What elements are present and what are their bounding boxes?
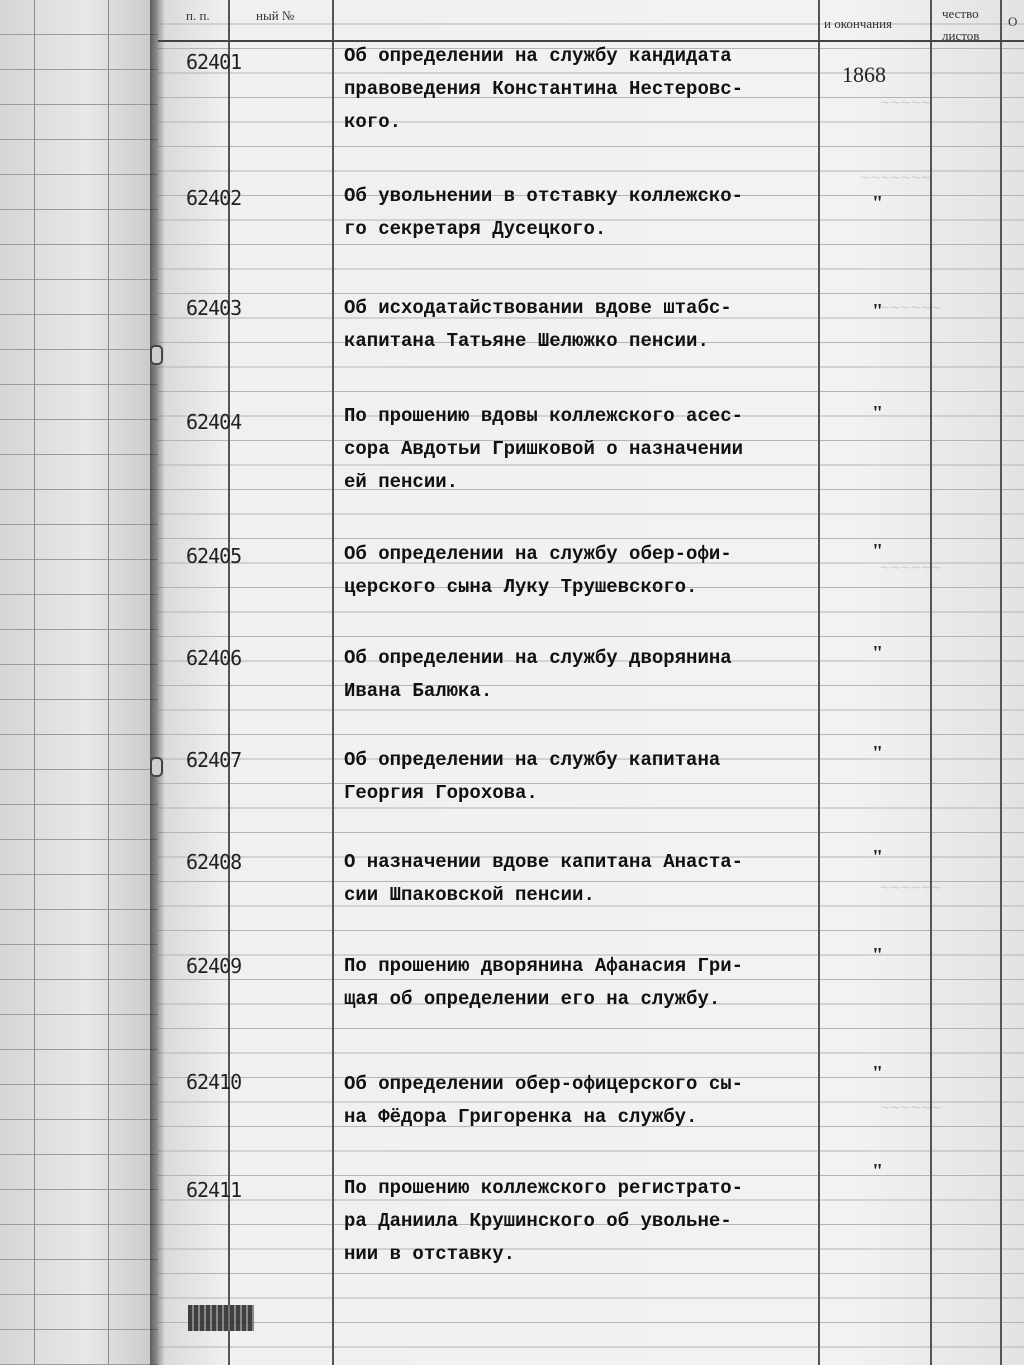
record-title: Об определении на службу капитана Георгия Горохова. [344,749,721,804]
column-rule [1000,0,1002,1365]
record-number: 62409 [186,954,242,978]
ditto-mark: " [872,300,884,322]
header-sheets-line1: чество [942,6,979,21]
ditto-mark: " [872,192,884,214]
bleed-through: ~~~~~ [880,95,932,114]
bleed-through: ~~~~~~~ [860,170,932,189]
header-edge-col: О [1008,14,1018,29]
ditto-mark: " [872,402,884,424]
left-page [0,0,158,1365]
left-page-column-line [34,0,35,1365]
binding-shadow [150,0,164,1365]
record-number: 62406 [186,646,242,670]
record-number: 62407 [186,748,242,772]
record-number: 62405 [186,544,242,568]
ditto-mark: " [872,742,884,764]
record-number: 62411 [186,1178,242,1202]
ditto-mark: " [872,642,884,664]
header-number-col: п. п. [186,8,210,23]
bleed-through: ~~~~~~ [880,560,942,579]
record-title: По прошению вдовы коллежского асес- сора Авдотьи Гришковой о назначении ей пенсии. [344,405,744,493]
record-title: Об определении на службу дворянина Ивана Балюка. [344,647,732,702]
record-title: Об определении на службу кандидата правоведения Константина Нестеровс- кого. [344,45,744,133]
record-number: 62410 [186,1070,242,1094]
bleed-through: ~~~~~~ [880,300,942,319]
header-sheets-line2: листов [942,28,980,43]
record-number: 62404 [186,410,242,434]
record-title: Об определении обер-офицерского сы- на Фёдора Григоренка на службу. [344,1073,744,1128]
record-title: По прошению дворянина Афанасия Гри- щая об определении его на службу. [344,955,744,1010]
header-inventory-col: ный № [256,8,295,23]
record-title: По прошению коллежского регистрато- ра Даниила Крушинского об увольне- нии в отставку. [344,1177,744,1265]
record-title: Об увольнении в отставку коллежско- го секретаря Дусецкого. [344,185,744,240]
record-number: 62403 [186,296,242,320]
ditto-mark: " [872,944,884,966]
ink-stamp [188,1305,254,1331]
record-number: 62401 [186,50,242,74]
record-number: 62402 [186,186,242,210]
record-year: 1868 [842,62,886,87]
ditto-mark: " [872,540,884,562]
record-number: 62408 [186,850,242,874]
ditto-mark: " [872,1062,884,1084]
bleed-through: ~~~~~~ [880,880,942,899]
left-page-column-line [108,0,109,1365]
header-dates-col: и окончания [824,16,893,31]
record-title: Об исходатайствовании вдове штабс- капитана Татьяне Шелюжко пенсии. [344,297,732,352]
record-title: О назначении вдове капитана Анаста- сии Шпаковской пенсии. [344,851,744,906]
record-title: Об определении на службу обер-офи- церского сына Луку Трушевского. [344,543,732,598]
column-rule [332,0,334,1365]
column-rule [930,0,932,1365]
ditto-mark: " [872,1160,884,1182]
binding-ring [150,345,163,365]
binding-ring [150,757,163,777]
bleed-through: ~~~~~~ [880,1100,942,1119]
ditto-mark: " [872,846,884,868]
